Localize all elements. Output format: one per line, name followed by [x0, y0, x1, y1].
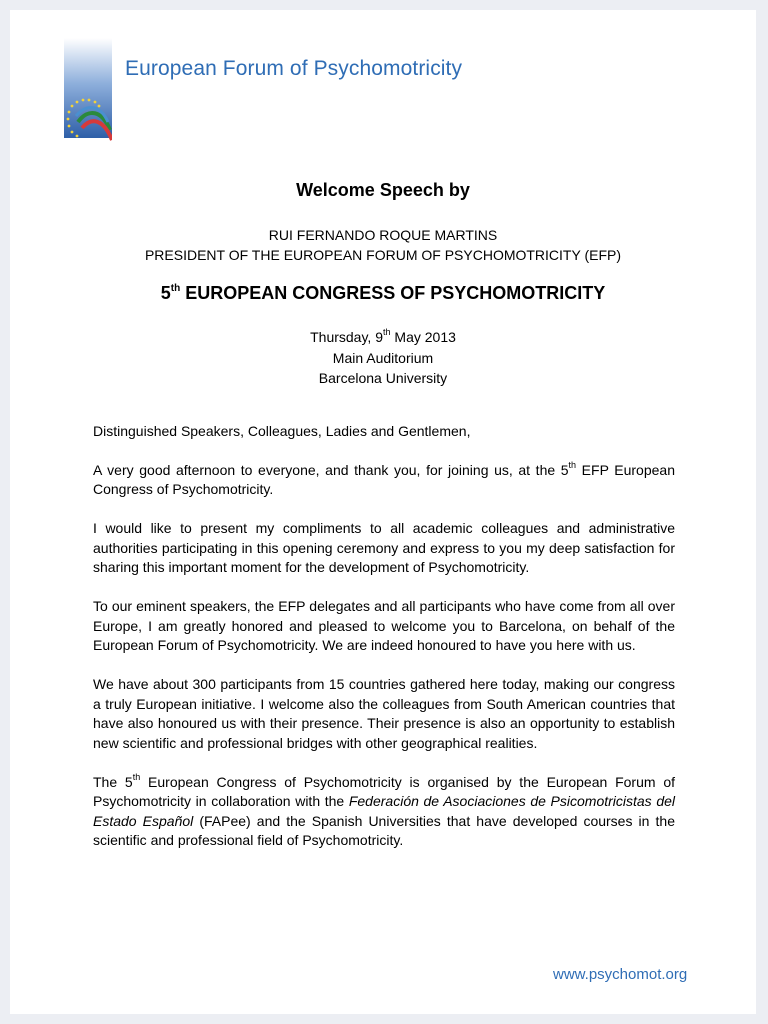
organization-name: European Forum of Psychomotricity: [125, 57, 463, 80]
paragraph-5-b: European Congress of Psychomotricity is organised by the European Forum of Psychomotricity in collaboration with the: [93, 773, 675, 809]
paragraph-1-b: EFP European Congress of Psychomotricity.: [93, 461, 675, 497]
footer-website: www.psychomot.org: [553, 966, 688, 983]
paragraph-1-a: A very good afternoon to everyone, and thank you, for joining us, at the 5: [93, 461, 569, 478]
paragraph-5: [93, 773, 675, 851]
event-date-suffix: th: [383, 327, 391, 337]
speech-body: [93, 422, 675, 870]
speaker-name: RUI FERNANDO ROQUE MARTINS: [268, 227, 498, 243]
event-date-rest: May 2013: [390, 329, 456, 345]
paragraph-5-a: The 5: [93, 773, 133, 790]
paragraph-5-c: (FAPee) and the Spanish Universities that have developed courses in the scientific and professional field of Psychomotricity.: [93, 812, 675, 848]
event-date: [10, 327, 756, 348]
paragraph-5-federation-name: Federación de Asociaciones de Psicomotricistas del Estado Español: [93, 793, 675, 829]
event-details: [10, 327, 756, 389]
greeting-paragraph: Distinguished Speakers, Colleagues, Ladies and Gentlemen,: [93, 423, 471, 439]
paragraph-3: To our eminent speakers, the EFP delegates and all participants who have come from all over Europe, I am greatly honored and pleased to welcome you to Barcelona, on behalf of the European Forum of Psychomotricity. We are indeed honoured to have you here with us.: [93, 598, 675, 653]
event-institution: Barcelona University: [318, 370, 448, 386]
paragraph-2: I would like to present my compliments to all academic colleagues and administrative authorities participating in this opening ceremony and express to you my deep satisfaction for sharing this important moment for the development of Psychomotricity.: [93, 520, 675, 575]
speaker-role: PRESIDENT OF THE EUROPEAN FORUM OF PSYCHOMOTRICITY (EFP): [144, 247, 622, 263]
speech-title: Welcome Speech by: [296, 180, 470, 200]
paragraph-1-sup: th: [568, 459, 577, 470]
congress-ordinal: 5: [160, 283, 171, 303]
congress-name: EUROPEAN CONGRESS OF PSYCHOMOTRICITY: [185, 283, 606, 303]
speaker-block: [10, 225, 756, 265]
event-venue: Main Auditorium: [332, 349, 434, 366]
efp-logo-icon: [64, 38, 112, 148]
congress-heading: [10, 283, 756, 304]
congress-ordinal-suffix: th: [170, 283, 181, 294]
document-page: [10, 10, 756, 1014]
event-date-prefix: Thursday, 9: [310, 329, 383, 345]
paragraph-5-sup: th: [132, 771, 141, 782]
paragraph-1: [93, 461, 675, 500]
paragraph-4: We have about 300 participants from 15 countries gathered here today, making our congress a truly European initiative. I welcome also the colleagues from South American countries that have also honoured us with their presence. Their presence is also an opportunity to establish new scientific and professional bridges with other geographical realities.: [93, 676, 675, 751]
